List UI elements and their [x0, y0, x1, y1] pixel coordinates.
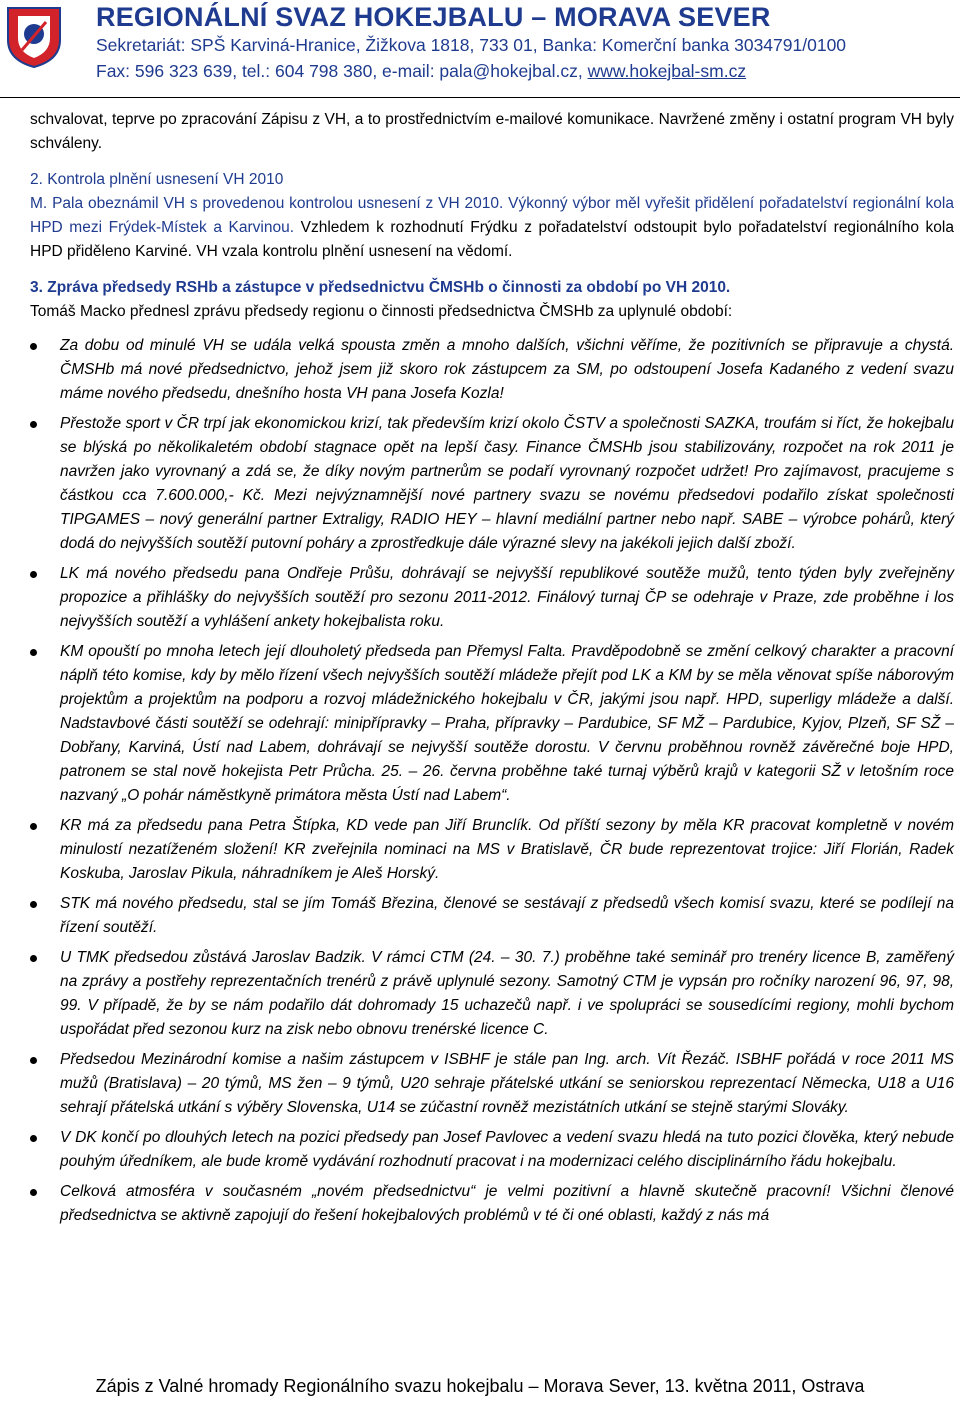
list-item: Za dobu od minulé VH se udála velká spousta změn a mnoho dalších, všichni věříme, že pozitivních se připravuje a chystá. ČMSHb má nové předsednictvo, jehož jsem již skoro rok zástupcem za SM, po odstoupení Josefa Kadaného z vedení svazu máme nového předsedu, dnešního hosta VH pana Josefa Kozla! [30, 334, 954, 406]
list-item: KM opouští po mnoha letech její dlouholetý předseda pan Přemysl Falta. Pravděpodobně se změní celkový charakter a pracovní náplň této komise, kdy by mělo řízení všech nejvyšších soutěží mládeže přejít pod LK a KM by se měla věnovat spíše náborovým projektům a projektům na podporu a rozvoj mládežnického hokejbalu v ČR, jakými jsou např. HPD, superligy mládeže a další. Nadstavbové části soutěží se odehrají: minipřípravky – Praha, přípravky – Pardubice, SF MŽ – Pardubice, Kyjov, Plzeň, SF SŽ – Dobřany, Karviná, Ústí nad Labem, dohrávají se nejvyšší soutěže dorostu. V červnu proběhnou rovněž závěrečné boje HPD, patronem se stal nově hokejista Petr Průcha. 25. – 26. června proběhne také turnaj výběrů krajů v kategorii SŽ v letošním roce nazvaný „O pohár náměstkyně primátora města Ústí nad Labem“. [30, 640, 954, 808]
section-2-heading: 2. Kontrola plnění usnesení VH 2010 [30, 171, 284, 188]
report-list [30, 334, 954, 1228]
list-item: V DK končí po dlouhých letech na pozici předsedy pan Josef Pavlovec a vedení svazu hledá na tuto pozici člověka, který nebude pouhým úředníkem, ale bude kromě vydávání rozhodnutí pracovat i na modernizaci celého disciplinárního řádu hokejbalu. [30, 1126, 954, 1174]
contact-line: Fax: 596 323 639, tel.: 604 798 380, e-mail: pala@hokejbal.cz, [96, 61, 583, 81]
bullet-icon [30, 955, 37, 962]
letterhead-address: Sekretariát: SPŠ Karviná-Hranice, Žižkova 1818, 733 01, Banka: Komerční banka 3034791/0100 [96, 35, 847, 55]
letterhead-contacts [96, 61, 746, 82]
regional-logo-icon [4, 4, 64, 70]
bullet-icon [30, 1135, 37, 1142]
document-body [30, 108, 954, 1234]
list-item: STK má nového předsedu, stal se jím Tomáš Březina, členové se sestávají z předsedů všech komisí svazu, které se podílejí na řízení soutěží. [30, 892, 954, 940]
page-footer: Zápis z Valné hromady Regionálního svazu hokejbalu – Morava Sever, 13. května 2011, Ostrava [95, 1376, 865, 1396]
bullet-icon [30, 901, 37, 908]
section-3-heading: 3. Zpráva předsedy RSHb a zástupce v předsednictvu ČMSHb o činnosti za období po VH 2010. [30, 279, 731, 296]
website-link[interactable]: www.hokejbal-sm.cz [587, 61, 747, 81]
section-2-text-a: M. Pala obeznámil VH s provedenou kontrolou usnesení z VH 2010. Výkonný výbor měl vyřešit přidělení pořadatelství regionální kola HPD mezi Frýdek-Místek a Karvinou. [30, 195, 954, 236]
bullet-icon [30, 343, 37, 350]
section-3-intro: Tomáš Macko přednesl zprávu předsedy regionu o činnosti předsednictva ČMSHb za uplynulé období: [30, 303, 733, 320]
section-2-text-b: Vzhledem k rozhodnutí Frýdku z pořadatelství odstoupit bylo pořadatelství regionálního kola HPD přiděleno Karviné. VH vzala kontrolu plnění usnesení na vědomí. [30, 219, 954, 260]
header-divider [0, 97, 960, 98]
bullet-icon [30, 1057, 37, 1064]
list-item: Přestože sport v ČR trpí jak ekonomickou krizí, tak především krizí okolo ČSTV a společnosti SAZKA, troufám si říct, že hokejbalu se blýská po několikaletém období stagnace opět na lepší časy. Finance ČMSHb jsou stabilizovány, rozpočet na rok 2011 je navržen jako vyrovnaný a zdá se, že díky novým partnerům se podaří vyrovnaný rozpočet udržet! Pro zajímavost, pracujeme s částkou cca 7.600.000,- Kč. Mezi nejvýznamnější nové partnery svazu se novému předsedovi podařilo získat společnosti TIPGAMES – nový generální partner Extraligy, RADIO HEY – hlavní mediální partner nebo např. SABE – výrobce pohárů, který dodá do nejvyšších soutěží putovní poháry a zprostředkuje dále výrazné slevy na jakékoli jejich další zboží. [30, 412, 954, 556]
bullet-icon [30, 421, 37, 428]
list-item: Předsedou Mezinárodní komise a našim zástupcem v ISBHF je stále pan Ing. arch. Vít Řezáč. ISBHF pořádá v roce 2011 MS mužů (Bratislava) – 20 týmů, MS žen – 9 týmů, U20 sehraje přátelské utkání se seniorskou reprezentací Německa, U18 a U16 sehrají přátelská utkání s výběry Slovenska, U14 se zúčastní rovněž mezistátních utkání se stejně starými Slováky. [30, 1048, 954, 1120]
bullet-icon [30, 649, 37, 656]
intro-paragraph: schvalovat, teprve po zpracování Zápisu z VH, a to prostřednictvím e-mailové komunikace. Navržené změny i ostatní program VH byly schváleny. [30, 111, 954, 152]
list-item: KR má za předsedu pana Petra Štípka, KD vede pan Jiří Brunclík. Od příští sezony by měla KR pracovat kompletně v novém minulostí nezatíženém složení! KR zveřejnila nominaci na MS v Bratislavě, ČR bude reprezentovat trojice: Jiří Florián, Radek Koskuba, Jaroslav Pikula, náhradníkem je Aleš Horský. [30, 814, 954, 886]
section-2-text [30, 192, 954, 264]
list-item: U TMK předsedou zůstává Jaroslav Badzik. V rámci CTM (24. – 30. 7.) proběhne také seminář pro trenéry licence B, zaměřený na zprávy a postřehy reprezentačních trenérů z právě uplynulé sezony. Samotný CTM je vypsán pro ročníky narození 96, 97, 98, 99. V případě, že by se nám podařilo dát dohromady 15 uchazečů např. i ve spolupráci se sousedícími regiony, mohli bychom uspořádat před sezonou kurz na zisk nebo obnovu trenérské licence C. [30, 946, 954, 1042]
bullet-icon [30, 571, 37, 578]
bullet-icon [30, 823, 37, 830]
list-item: LK má nového předsedu pana Ondřeje Průšu, dohrávají se nejvyšší republikové soutěže mužů, tento týden byly zveřejněny propozice a přihlášky do nejvyšších soutěží pro sezonu 2011-2012. Finálový turnaj ČP se odehraje v Praze, zde proběhne i los nejvyšších soutěží a vyhlášení ankety hokejbalista roku. [30, 562, 954, 634]
bullet-icon [30, 1189, 37, 1196]
list-item: Celková atmosféra v současném „novém předsednictvu“ je velmi pozitivní a hlavně skutečně pracovní! Všichni členové předsednictva se aktivně zapojují do řešení hokejbalových problémů v té či oné oblasti, každý z nás má [30, 1180, 954, 1228]
letterhead [0, 0, 960, 96]
letterhead-title: REGIONÁLNÍ SVAZ HOKEJBALU – MORAVA SEVER [96, 2, 771, 32]
